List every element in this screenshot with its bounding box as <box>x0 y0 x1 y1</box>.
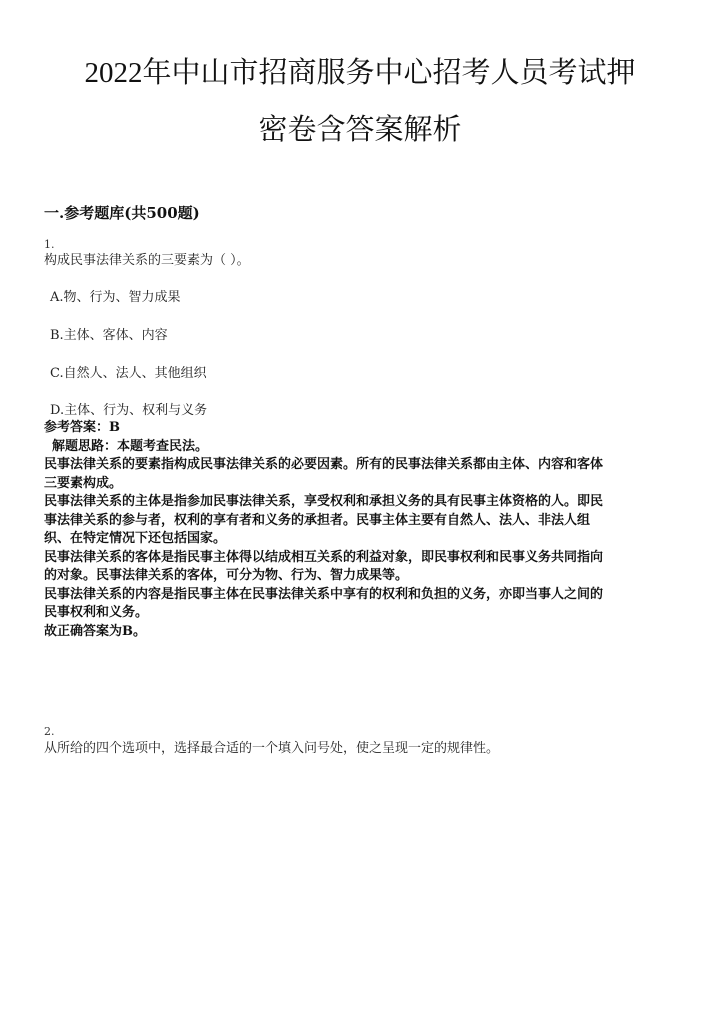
question-2-number: 2. <box>44 725 55 738</box>
explanation-line: 的对象。民事法律关系的客体，可分为物、行为、智力成果等。 <box>44 568 409 583</box>
answer-label: 参考答案：B <box>44 420 120 435</box>
section-heading: 一.参考题库(共500题) <box>44 204 200 222</box>
explanation-line: 民事法律关系的主体是指参加民事法律关系，享受权利和承担义务的具有民事主体资格的人。即民 <box>44 494 604 509</box>
question-1-number: 1. <box>44 238 55 251</box>
explanation-line: 民事法律关系的内容是指民事主体在民事法律关系中享有的权利和负担的义务，亦即当事人之间的 <box>44 586 604 602</box>
explanation-line: 故正确答案为B。 <box>44 623 146 639</box>
explanation-line: 解题思路：本题考查民法。 <box>52 438 209 454</box>
question-1-option-c: C.自然人、法人、其他组织 <box>50 366 207 381</box>
question-1-option-a: A.物、行为、智力成果 <box>50 290 181 305</box>
document-title-line-2: 密卷含答案解析 <box>258 114 462 146</box>
question-1-option-b: B.主体、客体、内容 <box>50 328 168 343</box>
question-1-stem: 构成民事法律关系的三要素为（ ）。 <box>44 253 250 268</box>
explanation-line: 三要素构成。 <box>44 475 123 491</box>
question-1-option-d: D.主体、行为、权利与义务 <box>50 403 208 418</box>
explanation-line: 民事权利和义务。 <box>44 605 149 620</box>
explanation-line: 民事法律关系的客体是指民事主体得以结成相互关系的利益对象，即民事权利和民事义务共同指向 <box>44 549 604 565</box>
question-1-answer-block <box>44 419 678 641</box>
question-2-stem: 从所给的四个选项中，选择最合适的一个填入问号处，使之呈现一定的规律性。 <box>44 741 500 756</box>
document-title-line-1: 2022年中山市招商服务中心招考人员考试押 <box>84 57 636 89</box>
explanation-line: 事法律关系的参与者，权利的享有者和义务的承担者。民事主体主要有自然人、法人、非法人组 <box>44 512 591 528</box>
explanation-line: 织、在特定情况下还包括国家。 <box>44 531 227 546</box>
explanation-line: 民事法律关系的要素指构成民事法律关系的必要因素。所有的民事法律关系都由主体、内容和客体 <box>44 457 604 472</box>
